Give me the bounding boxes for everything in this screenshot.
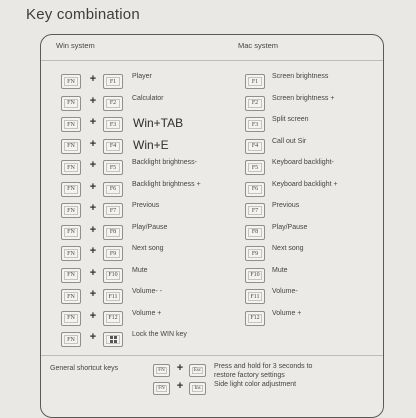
function-key: F10 xyxy=(245,268,265,283)
fn-key: FN xyxy=(61,289,81,304)
fn-key: FN xyxy=(61,117,81,132)
function-key: F2 xyxy=(245,96,265,111)
win-action-label: Next song xyxy=(132,245,164,252)
mac-action-label: Screen brightness xyxy=(272,73,329,80)
win-action-label: Player xyxy=(132,73,152,80)
mac-action-label: Screen brightness + xyxy=(272,94,335,102)
function-key: F6 xyxy=(245,182,265,197)
mac-action-label: Call out Sir xyxy=(272,137,307,145)
plus-sign: + xyxy=(89,202,97,214)
function-key: F8 xyxy=(245,225,265,240)
plus-sign: + xyxy=(89,180,97,193)
general-divider xyxy=(41,355,383,356)
mac-action-label: Keyboard backlight- xyxy=(272,159,334,166)
function-key: F7 xyxy=(103,203,123,218)
plus-sign: + xyxy=(89,331,97,343)
fn-key: FN xyxy=(61,225,81,240)
function-key: F4 xyxy=(103,139,123,154)
mac-action-label: Keyboard backlight + xyxy=(272,180,338,188)
win-action-label: Calculator xyxy=(132,94,164,102)
function-key: F5 xyxy=(245,160,265,175)
mac-action-label: Play/Pause xyxy=(272,223,308,231)
mac-action-label: Volume + xyxy=(272,309,302,317)
function-key: Esc xyxy=(189,364,206,377)
header-divider xyxy=(41,60,383,61)
plus-sign: + xyxy=(89,137,97,150)
win-action-label: Play/Pause xyxy=(132,223,168,231)
function-key: F3 xyxy=(245,117,265,132)
fn-key: FN xyxy=(153,364,170,377)
fn-key: FN xyxy=(61,268,81,283)
function-key: F5 xyxy=(103,160,123,175)
plus-sign: + xyxy=(89,159,97,171)
mac-action-label: Next song xyxy=(272,245,304,252)
function-key: F9 xyxy=(245,246,265,261)
mac-action-label: Previous xyxy=(272,202,300,209)
fn-key: FN xyxy=(61,160,81,175)
plus-sign: + xyxy=(176,380,184,392)
plus-sign: + xyxy=(89,94,97,107)
plus-sign: + xyxy=(89,245,97,257)
function-key: F10 xyxy=(103,268,123,283)
win-action-label: Backlight brightness- xyxy=(132,159,197,166)
function-key: Ins xyxy=(189,382,206,395)
function-key: F1 xyxy=(103,74,123,89)
win-action-label: Mute xyxy=(132,266,148,274)
fn-key: FN xyxy=(61,246,81,261)
function-key: F11 xyxy=(245,289,265,304)
function-key: F7 xyxy=(245,203,265,218)
plus-sign: + xyxy=(176,362,184,374)
plus-sign: + xyxy=(89,288,97,300)
fn-key: FN xyxy=(61,332,81,347)
win-action-label: Volume + xyxy=(132,309,162,317)
function-key: F12 xyxy=(245,311,265,326)
fn-key: FN xyxy=(61,139,81,154)
mac-action-label: Mute xyxy=(272,266,288,274)
win-action-label: Lock the WIN key xyxy=(132,331,187,338)
function-key: F9 xyxy=(103,246,123,261)
fn-key: FN xyxy=(153,382,170,395)
fn-key: FN xyxy=(61,74,81,89)
fn-key: FN xyxy=(61,182,81,197)
fn-key: FN xyxy=(61,203,81,218)
fn-key: FN xyxy=(61,96,81,111)
function-key: F3 xyxy=(103,117,123,132)
fn-key: FN xyxy=(61,311,81,326)
plus-sign: + xyxy=(89,73,97,85)
function-key: F8 xyxy=(103,225,123,240)
mac-action-label: Split screen xyxy=(272,116,309,123)
function-key: F4 xyxy=(245,139,265,154)
win-action-label: Previous xyxy=(132,202,160,209)
win-action-label: Volume- - xyxy=(132,288,162,295)
plus-sign: + xyxy=(89,309,97,322)
win-action-label: Win+E xyxy=(133,137,169,152)
win-action-label: Backlight brightness + xyxy=(132,180,201,188)
win-system-heading: Win system xyxy=(56,41,95,50)
function-key: F12 xyxy=(103,311,123,326)
plus-sign: + xyxy=(89,223,97,236)
mac-action-label: Volume- xyxy=(272,288,298,295)
mac-system-heading: Mac system xyxy=(238,41,279,50)
general-action-label: Side light color adjustment xyxy=(214,381,297,388)
plus-sign: + xyxy=(89,116,97,128)
windows-logo-icon xyxy=(110,336,117,343)
general-action-label: Press and hold for 3 seconds to restore factory settings xyxy=(214,363,313,379)
page-title: Key combination xyxy=(26,6,140,23)
function-key: F11 xyxy=(103,289,123,304)
win-action-label: Win+TAB xyxy=(133,116,184,130)
function-key: F6 xyxy=(103,182,123,197)
function-key xyxy=(103,332,123,347)
function-key: F2 xyxy=(103,96,123,111)
function-key: F1 xyxy=(245,74,265,89)
plus-sign: + xyxy=(89,266,97,279)
general-shortcut-label: General shortcut keys xyxy=(50,365,119,372)
